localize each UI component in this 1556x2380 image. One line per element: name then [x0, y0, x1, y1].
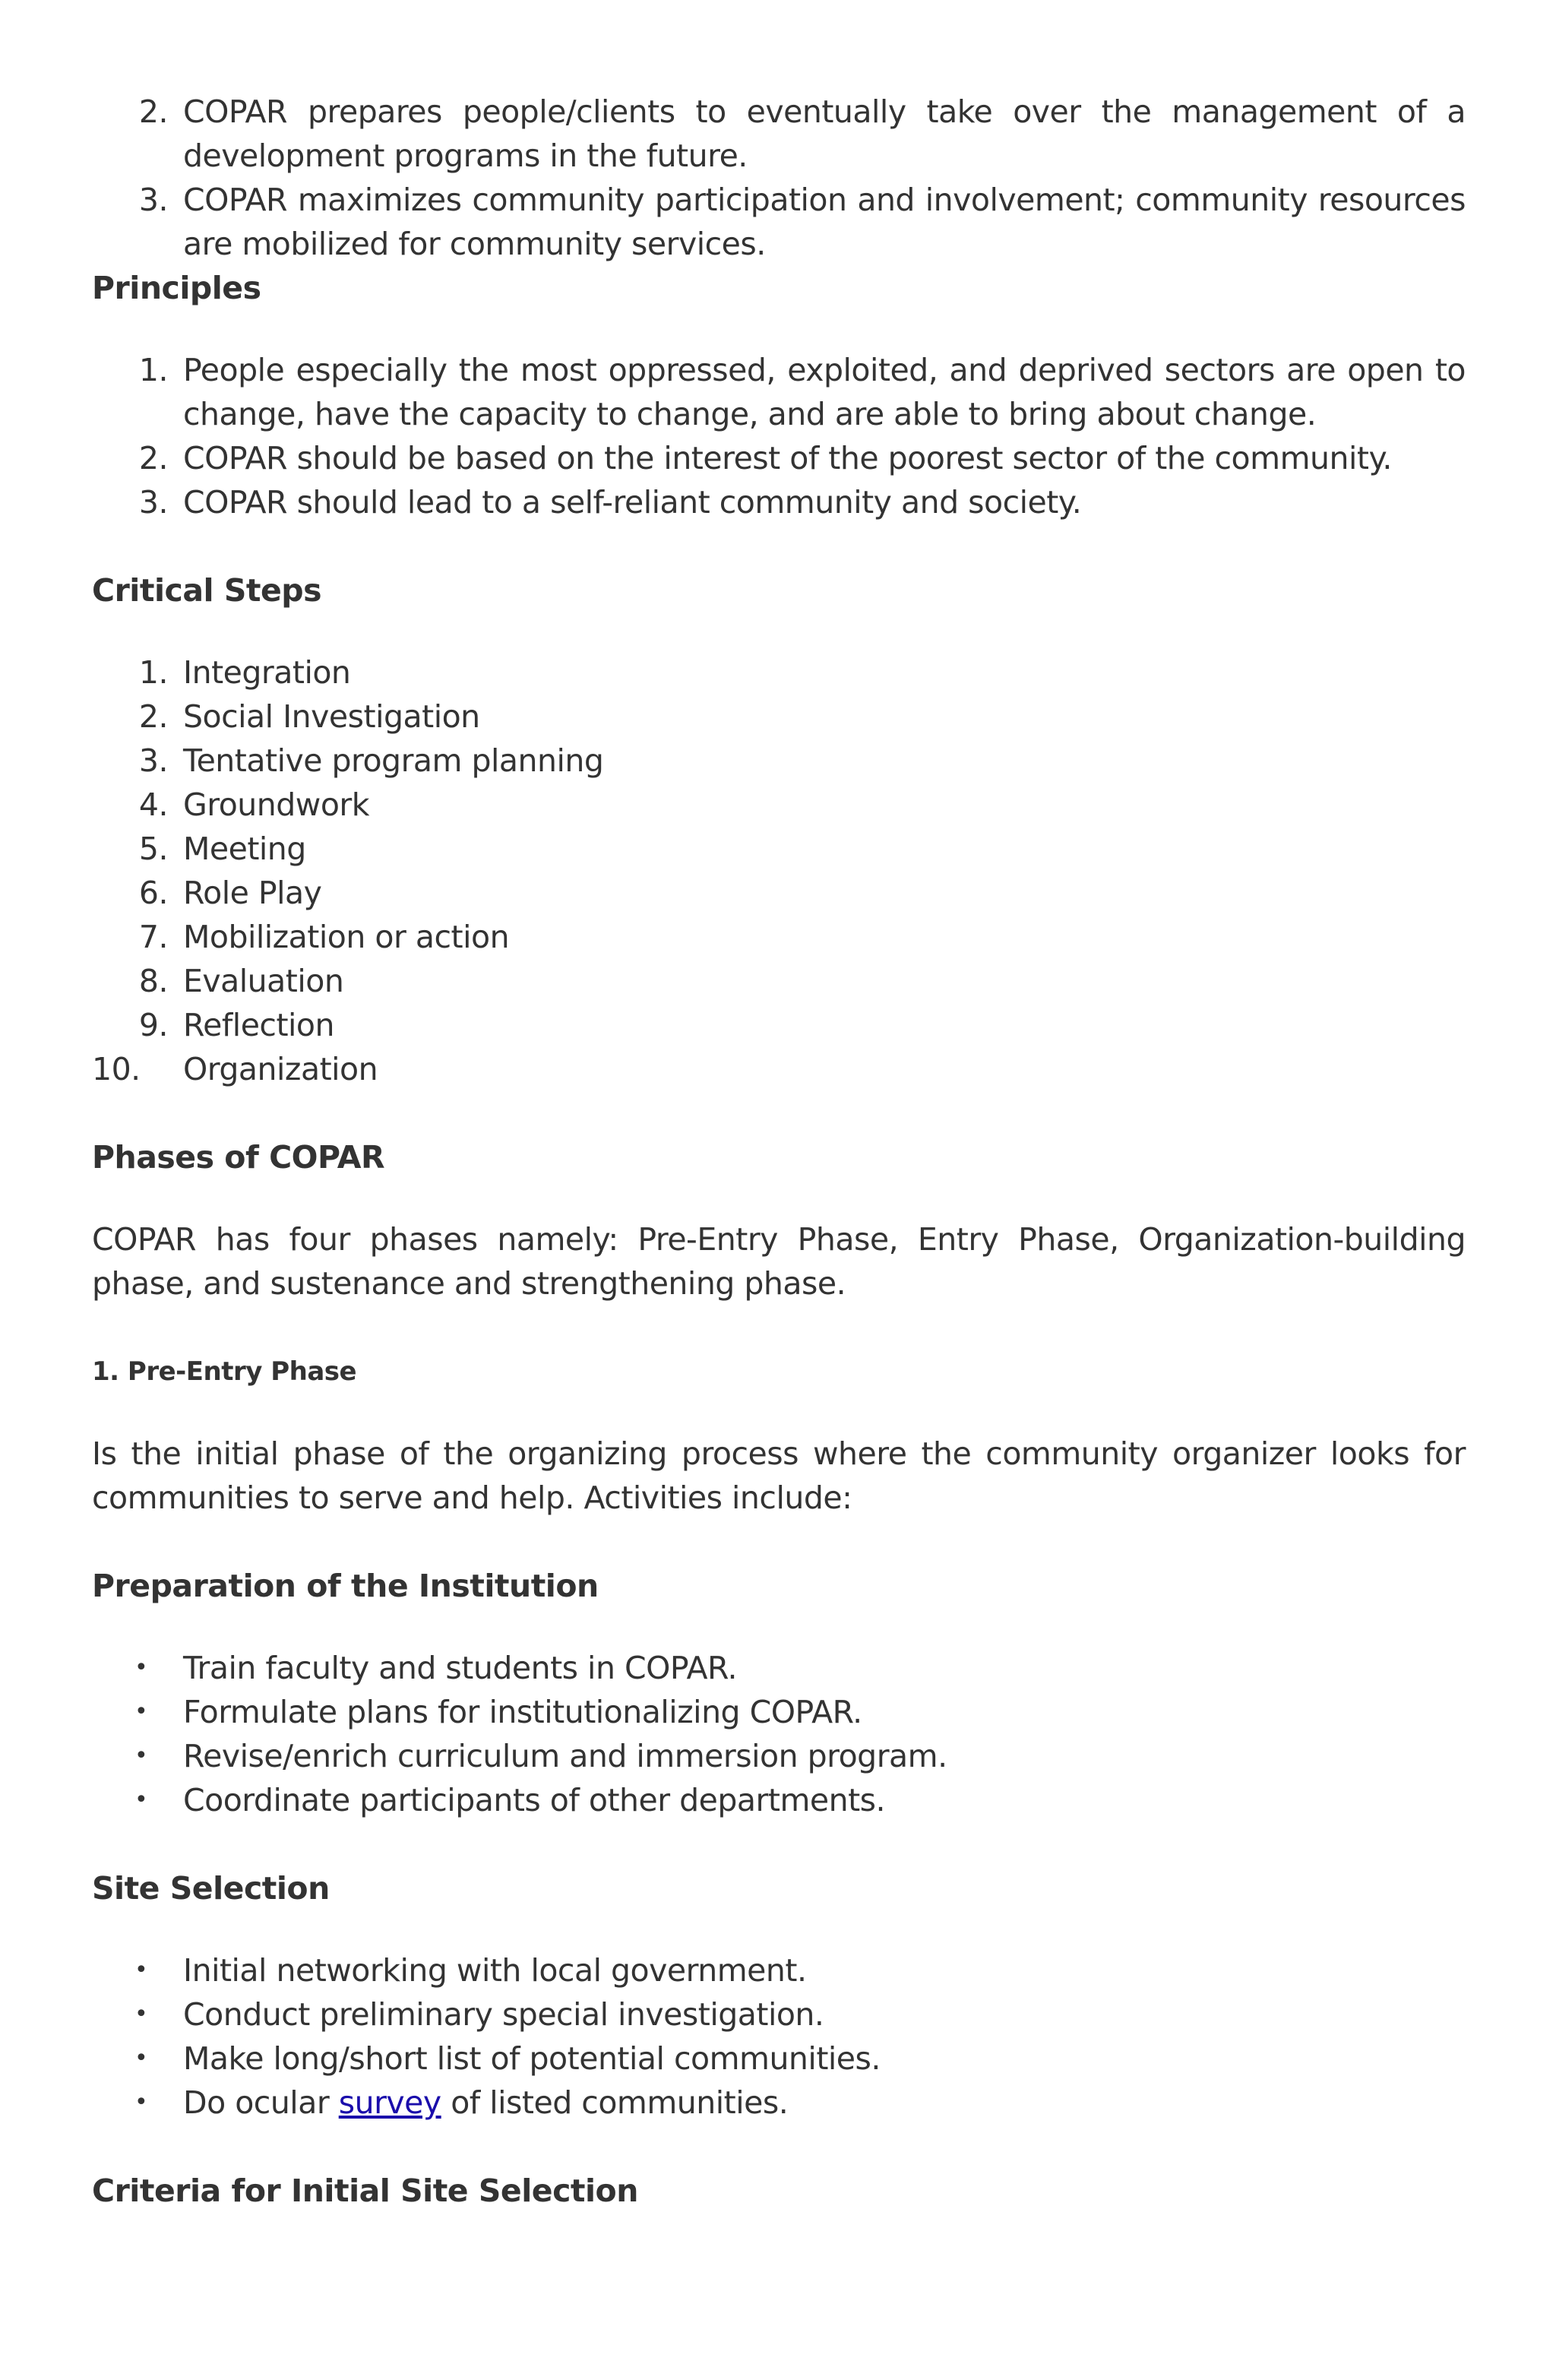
list-number: 8.: [138, 963, 168, 999]
pre-entry-heading: 1. Pre-Entry Phase: [92, 1356, 357, 1387]
critical-steps-list: [92, 650, 1466, 1091]
list-number: 7.: [138, 919, 168, 955]
phases-heading: Phases of COPAR: [92, 1139, 385, 1176]
preparation-heading: Preparation of the Institution: [92, 1568, 599, 1604]
list-item-text-after: of listed communities.: [441, 2084, 789, 2121]
list-number: 9.: [138, 1007, 168, 1043]
list-number: 2.: [138, 93, 168, 130]
principles-list: [92, 348, 1466, 524]
list-item: [92, 2081, 1466, 2125]
list-number: 1.: [138, 654, 168, 691]
list-item: [92, 178, 1466, 266]
list-item: [92, 1003, 1466, 1047]
list-number: 2.: [138, 698, 168, 735]
spacer: [92, 1910, 1466, 1948]
site-selection-heading: Site Selection: [92, 1870, 330, 1907]
list-item-text: Revise/enrich curriculum and immersion program.: [183, 1738, 947, 1774]
list-item-text: Role Play: [183, 875, 322, 911]
list-item: [92, 1047, 1466, 1091]
criteria-heading: Criteria for Initial Site Selection: [92, 2173, 638, 2209]
spacer: [92, 1179, 1466, 1217]
spacer: [92, 1091, 1466, 1135]
list-item-text: COPAR prepares people/clients to eventually take over the management of a development programs in the future.: [183, 93, 1466, 174]
list-item: [92, 695, 1466, 739]
spacer: [92, 2125, 1466, 2169]
spacer: [92, 310, 1466, 348]
list-item: [92, 1992, 1466, 2037]
bullet-icon: •: [134, 1742, 148, 1769]
list-item: [92, 1690, 1466, 1734]
spacer: [92, 1306, 1466, 1350]
list-item: [92, 436, 1466, 480]
list-item-text: Groundwork: [183, 786, 370, 823]
list-number: 1.: [138, 352, 168, 388]
bullet-icon: •: [134, 2045, 148, 2071]
survey-link[interactable]: survey: [338, 2084, 441, 2121]
list-item: [92, 871, 1466, 915]
list-number: 6.: [138, 875, 168, 911]
principles-heading: Principles: [92, 270, 261, 306]
list-number: 10.: [92, 1051, 141, 1087]
list-item-text: Organization: [183, 1051, 378, 1087]
list-item-text: Meeting: [183, 831, 306, 867]
list-number: 2.: [138, 440, 168, 476]
list-item-text: Conduct preliminary special investigation.: [183, 1996, 824, 2033]
spacer: [92, 1520, 1466, 1564]
critical-steps-heading: Critical Steps: [92, 572, 322, 609]
list-item-text: Social Investigation: [183, 698, 480, 735]
bullet-icon: •: [134, 2001, 148, 2027]
list-number: 4.: [138, 786, 168, 823]
list-item: [92, 1734, 1466, 1778]
bullet-icon: •: [134, 1698, 148, 1725]
list-item-text-before: Do ocular: [183, 2084, 339, 2121]
list-item: [92, 650, 1466, 695]
preparation-list: [92, 1646, 1466, 1822]
list-item: [92, 959, 1466, 1003]
spacer: [92, 1394, 1466, 1432]
list-number: 5.: [138, 831, 168, 867]
list-item: [92, 1778, 1466, 1822]
list-item-text: COPAR should be based on the interest of the poorest sector of the community.: [183, 440, 1392, 476]
list-item: [92, 1646, 1466, 1690]
list-number: 3.: [138, 182, 168, 218]
list-item-text: Integration: [183, 654, 351, 691]
list-item: [92, 1948, 1466, 1992]
list-number: 3.: [138, 742, 168, 779]
list-item-text: Train faculty and students in COPAR.: [183, 1650, 738, 1686]
list-item: [92, 90, 1466, 178]
list-item-text: COPAR should lead to a self-reliant community and society.: [183, 484, 1082, 521]
list-item: [92, 783, 1466, 827]
phases-paragraph: COPAR has four phases namely: Pre-Entry Phase, Entry Phase, Organization-building phase, and sustenance and strengthening phase.: [92, 1221, 1466, 1302]
list-item: [92, 827, 1466, 871]
list-item-text: COPAR maximizes community participation and involvement; community resources are mobilized for community services.: [183, 182, 1466, 262]
list-item: [92, 348, 1466, 436]
pre-entry-paragraph: Is the initial phase of the organizing process where the community organizer looks for communities to serve and help. Activities include:: [92, 1435, 1466, 1516]
list-item-text: Formulate plans for institutionalizing COPAR.: [183, 1694, 862, 1730]
bullet-icon: •: [134, 1787, 148, 1813]
list-item-text: People especially the most oppressed, exploited, and deprived sectors are open to change, have the capacity to change, and are able to bring about change.: [183, 352, 1466, 432]
intro-list: [92, 90, 1466, 266]
list-item: [92, 739, 1466, 783]
list-number: 3.: [138, 484, 168, 521]
spacer: [92, 612, 1466, 650]
list-item-text: Evaluation: [183, 963, 344, 999]
list-item-text: Make long/short list of potential communities.: [183, 2040, 881, 2077]
list-item-text: Initial networking with local government.: [183, 1952, 807, 1989]
list-item-text: Tentative program planning: [183, 742, 604, 779]
spacer: [92, 1608, 1466, 1646]
bullet-icon: •: [134, 2089, 148, 2116]
spacer: [92, 1822, 1466, 1866]
list-item: [92, 480, 1466, 524]
list-item: [92, 2037, 1466, 2081]
document-page: [92, 90, 1466, 2213]
list-item-text: Coordinate participants of other departments.: [183, 1782, 886, 1818]
site-selection-list: [92, 1948, 1466, 2125]
spacer: [92, 524, 1466, 568]
list-item-text: Mobilization or action: [183, 919, 510, 955]
list-item: [92, 915, 1466, 959]
bullet-icon: •: [134, 1957, 148, 1983]
bullet-icon: •: [134, 1654, 148, 1681]
list-item-text: Reflection: [183, 1007, 334, 1043]
